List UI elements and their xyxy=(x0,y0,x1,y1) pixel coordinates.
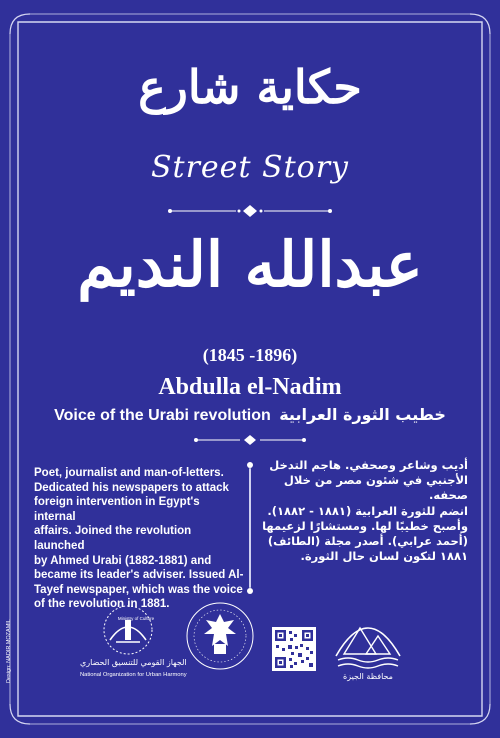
subtitle-arabic: خطيب الثورة العرابية xyxy=(279,405,446,424)
giza-governorate-logo xyxy=(330,604,406,694)
ornamental-divider-lower xyxy=(0,433,500,447)
bio-line: foreign intervention in Egypt's internal xyxy=(34,496,200,523)
ornamental-divider xyxy=(0,204,500,218)
separator-dot xyxy=(247,462,253,468)
giza-caption-ar: محافظة الجيزة xyxy=(343,672,393,681)
bio-line: (أحمد عرابي). أصدر مجلة (الطائف) xyxy=(267,534,468,549)
ministry-caption: Ministry of Culture xyxy=(117,616,155,621)
series-title-english: Street Story xyxy=(150,150,349,185)
urban-harmony-caption-en: National Organization for Urban Harmony xyxy=(80,672,187,678)
pyramids-emblem-icon xyxy=(330,604,406,674)
bio-line: الأجنبي في شئون مصر من خلال صحفه. xyxy=(283,473,468,503)
designer-credit xyxy=(4,595,14,685)
urban-harmony-emblem-icon xyxy=(88,600,168,662)
bio-line: ١٨٨١ لتكون لسان حال الثورة. xyxy=(300,549,468,564)
series-title-arabic: حكاية شارع xyxy=(138,60,362,114)
life-years: (1845 -1896) xyxy=(202,345,298,365)
subtitle-english: Voice of the Urabi revolution xyxy=(54,407,271,424)
biography-english xyxy=(34,466,244,612)
qr-code[interactable] xyxy=(272,627,316,671)
designer-credit-text: Design: NADIR MOZAMIL xyxy=(6,619,12,683)
eagle-emblem-icon xyxy=(184,600,256,672)
column-separator xyxy=(249,468,251,588)
bio-line: وأصبح خطيبًا لها. ومستشارًا لزعيمها xyxy=(262,518,468,533)
urban-harmony-caption-ar: الجهاز القومي للتنسيق الحضاري xyxy=(80,658,187,667)
bio-line: Dedicated his newspapers to attack xyxy=(34,481,229,494)
egypt-emblem-logo xyxy=(184,600,256,690)
person-name-arabic: عبدالله النديم xyxy=(77,228,423,301)
bio-line: Tayef newspaper, which was the voice xyxy=(34,583,243,596)
person-name-english: Abdulla el-Nadim xyxy=(158,374,342,400)
bio-line: انضم للثورة العرابية (١٨٨١ - ١٨٨٢). xyxy=(267,503,468,518)
bio-line: affairs. Joined the revolution launched xyxy=(34,525,192,552)
biography-arabic xyxy=(258,458,468,564)
qr-code-icon xyxy=(272,627,316,671)
bio-line: became its leader's adviser. Issued Al- xyxy=(34,569,244,582)
bio-line: by Ahmed Urabi (1882-1881) and xyxy=(34,554,212,567)
bio-line: of the revolution in 1881. xyxy=(34,598,170,611)
separator-dot xyxy=(247,588,253,594)
bio-line: Poet, journalist and man-of-letters. xyxy=(34,467,224,479)
subtitle xyxy=(0,405,500,425)
bio-line: أديب وشاعر وصحفي. هاجم التدخل xyxy=(269,458,468,472)
